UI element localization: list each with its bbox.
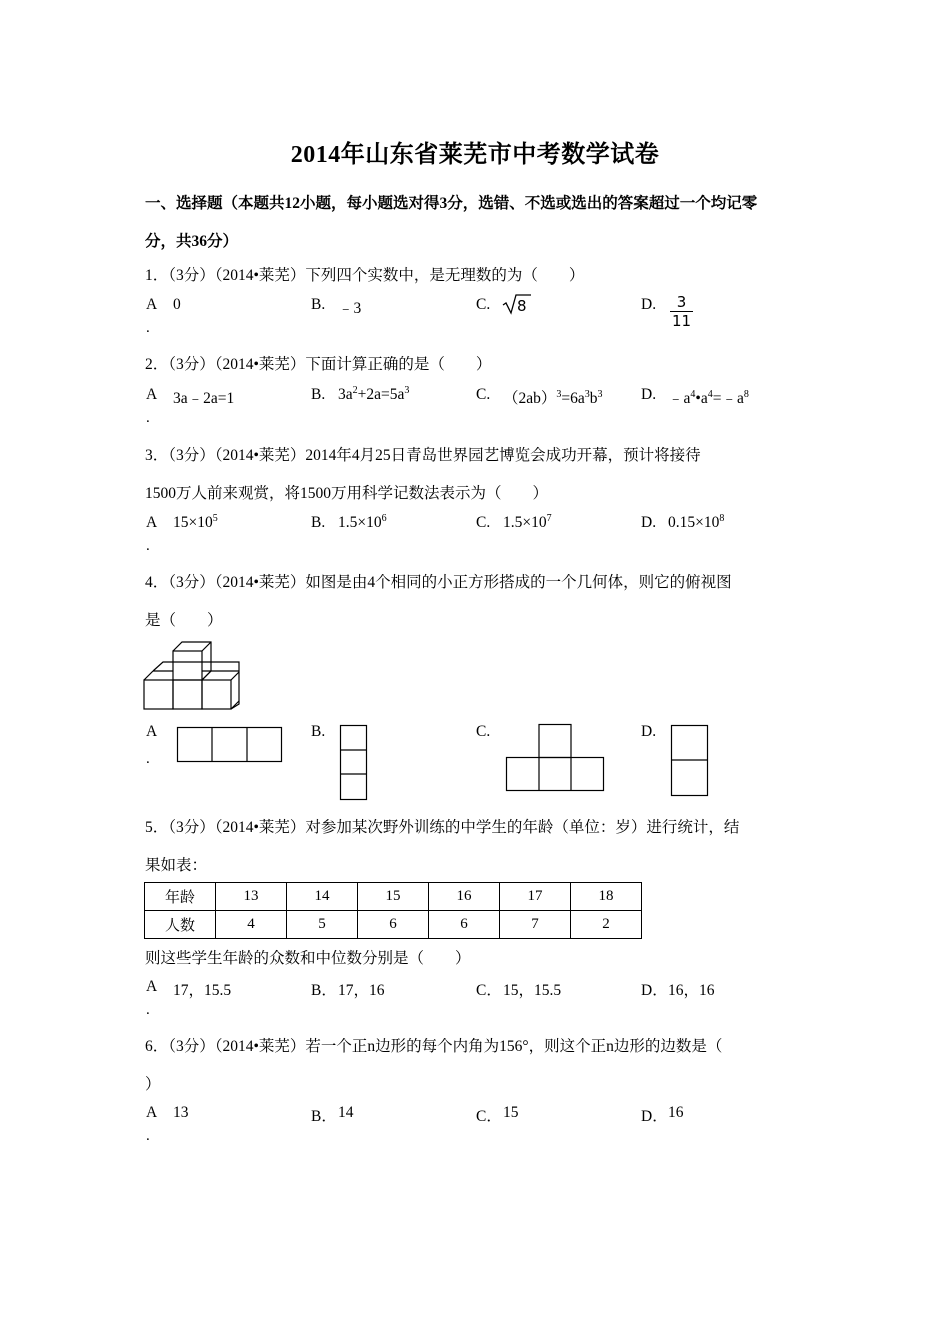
question-6-stem-line1: 6．（3分）（2014•莱芜）若一个正n边形的每个内角为156°，则这个正n边形的边数是（ [145, 1038, 723, 1055]
q2-option-c-label: C. [476, 386, 491, 403]
q4-option-a-figure [177, 727, 283, 764]
question-5-stem-line1: 5．（3分）（2014•莱芜）对参加某次野外训练的中学生的年龄（单位：岁）进行统计，结 [145, 819, 740, 836]
q4-option-b-figure [340, 725, 368, 801]
q4-option-d-label: D. [641, 723, 657, 740]
table-cell: 6 [429, 911, 500, 939]
q3-option-a-dot: . [146, 538, 150, 554]
q3-option-c-label: C. [476, 514, 491, 531]
table-row [145, 883, 642, 911]
q2-option-c-value: $(2ab)^3=6a^3b^3$ [503, 389, 603, 407]
q4-option-a-dot: . [146, 751, 150, 767]
question-3-stem-line2: 1500万人前来观赏，将1500万用科学记数法表示为（ ） [145, 485, 549, 502]
section-heading-line1: 一、选择题（本题共12小题，每小题选对得3分，选错、不选或选出的答案超过一个均记零 [145, 195, 758, 212]
q4-option-d-figure [671, 725, 709, 797]
q3-option-a-value: $15\times 10^5$ [173, 513, 218, 531]
table-cell: 18 [571, 883, 642, 911]
section-heading-line2: 分，共36分） [145, 233, 239, 250]
q3-option-c-value: $1.5\times 10^7$ [503, 513, 552, 531]
q5-option-b-label: B． [311, 982, 337, 999]
q1-option-d-fraction [670, 295, 693, 329]
table-cell: 14 [287, 883, 358, 911]
question-4-stem-line1: 4．（3分）（2014•莱芜）如图是由4个相同的小正方形搭成的一个几何体，则它的俯视图 [145, 574, 732, 591]
q2-option-a-label: A [146, 386, 158, 403]
question-5-stem-line2: 果如表： [145, 857, 208, 874]
q6-option-d-value: 16 [668, 1104, 684, 1121]
table-cell: 13 [216, 883, 287, 911]
page-title: 2014年山东省莱芜市中考数学试卷 [290, 142, 660, 168]
q2-option-a-value: 3a﹣2a=1 [173, 390, 235, 407]
q5-option-a-dot: . [146, 1002, 150, 1018]
table-row-header: 年龄 [145, 883, 216, 911]
question-2-stem: 2．（3分）（2014•莱芜）下面计算正确的是（ ） [145, 356, 492, 373]
q3-option-b-value: $1.5\times 10^6$ [338, 513, 387, 531]
table-cell: 4 [216, 911, 287, 939]
q5-option-a-value: 17，15.5 [173, 982, 232, 999]
q1-option-a-value: 0 [173, 296, 181, 313]
q6-option-b-label: B． [311, 1108, 337, 1125]
q6-option-c-label: C． [476, 1108, 502, 1125]
q5-option-c-value: 15，15.5 [503, 982, 562, 999]
q1-option-b-label: B. [311, 296, 326, 313]
q3-option-a-label: A [146, 514, 158, 531]
q5-option-c-label: C． [476, 982, 502, 999]
q4-option-a-label: A [146, 723, 158, 740]
q4-option-c-figure [506, 724, 606, 792]
q1-option-d-numerator: 3 [670, 295, 693, 312]
q5-option-b-value: 17，16 [338, 982, 385, 999]
q2-option-d-label: D. [641, 386, 657, 403]
q1-option-c-label: C. [476, 296, 491, 313]
table-cell: 5 [287, 911, 358, 939]
q5-option-d-value: 16，16 [668, 982, 715, 999]
q4-option-b-label: B. [311, 723, 326, 740]
question-6-stem-line2: ） [145, 1076, 161, 1093]
q1-option-b-value: ﹣3 [338, 300, 362, 317]
q1-option-d-denominator: 11 [672, 312, 692, 330]
q6-option-a-value: 13 [173, 1104, 189, 1121]
q2-option-b-value: $3a^2+2a=5a^3$ [338, 385, 410, 403]
q3-option-d-label: D. [641, 514, 657, 531]
table-cell: 6 [358, 911, 429, 939]
q2-option-a-dot: . [146, 410, 150, 426]
table-row-header: 人数 [145, 911, 216, 939]
q4-option-c-label: C. [476, 723, 491, 740]
table-cell: 2 [571, 911, 642, 939]
question-3-stem-line1: 3．（3分）（2014•莱芜）2014年4月25日青岛世界园艺博览会成功开幕，预计将接待 [145, 447, 701, 464]
q2-option-b-label: B. [311, 386, 326, 403]
q1-option-a-label: A [146, 296, 158, 313]
q6-option-a-label: A [146, 1104, 158, 1121]
q1-option-a-dot: . [146, 320, 150, 336]
q6-option-b-value: 14 [338, 1104, 354, 1121]
q2-option-d-value: $﹣a^4•a^4=﹣a^8$ [668, 389, 749, 407]
question-5-after: 则这些学生年龄的众数和中位数分别是（ ） [145, 950, 471, 967]
table-row [145, 911, 642, 939]
question-4-stem-line2: 是（ ） [145, 612, 223, 629]
q3-option-b-label: B. [311, 514, 326, 531]
table-cell: 17 [500, 883, 571, 911]
q5-option-d-label: D． [641, 982, 668, 999]
question-1-stem: 1．（3分）（2014•莱芜）下列四个实数中，是无理数的为（ ） [145, 267, 585, 284]
table-cell: 16 [429, 883, 500, 911]
q6-option-a-dot: . [146, 1128, 150, 1144]
q5-option-a-label: A [146, 978, 158, 995]
q6-option-d-label: D． [641, 1108, 668, 1125]
age-table [144, 882, 642, 939]
q4-solid-figure [140, 634, 250, 714]
table-cell: 15 [358, 883, 429, 911]
q6-option-c-value: 15 [503, 1104, 519, 1121]
table-cell: 7 [500, 911, 571, 939]
q1-option-d-label: D. [641, 296, 657, 313]
q3-option-d-value: $0.15\times 10^8$ [668, 513, 725, 531]
q1-option-c-radicand: 8 [517, 297, 527, 315]
